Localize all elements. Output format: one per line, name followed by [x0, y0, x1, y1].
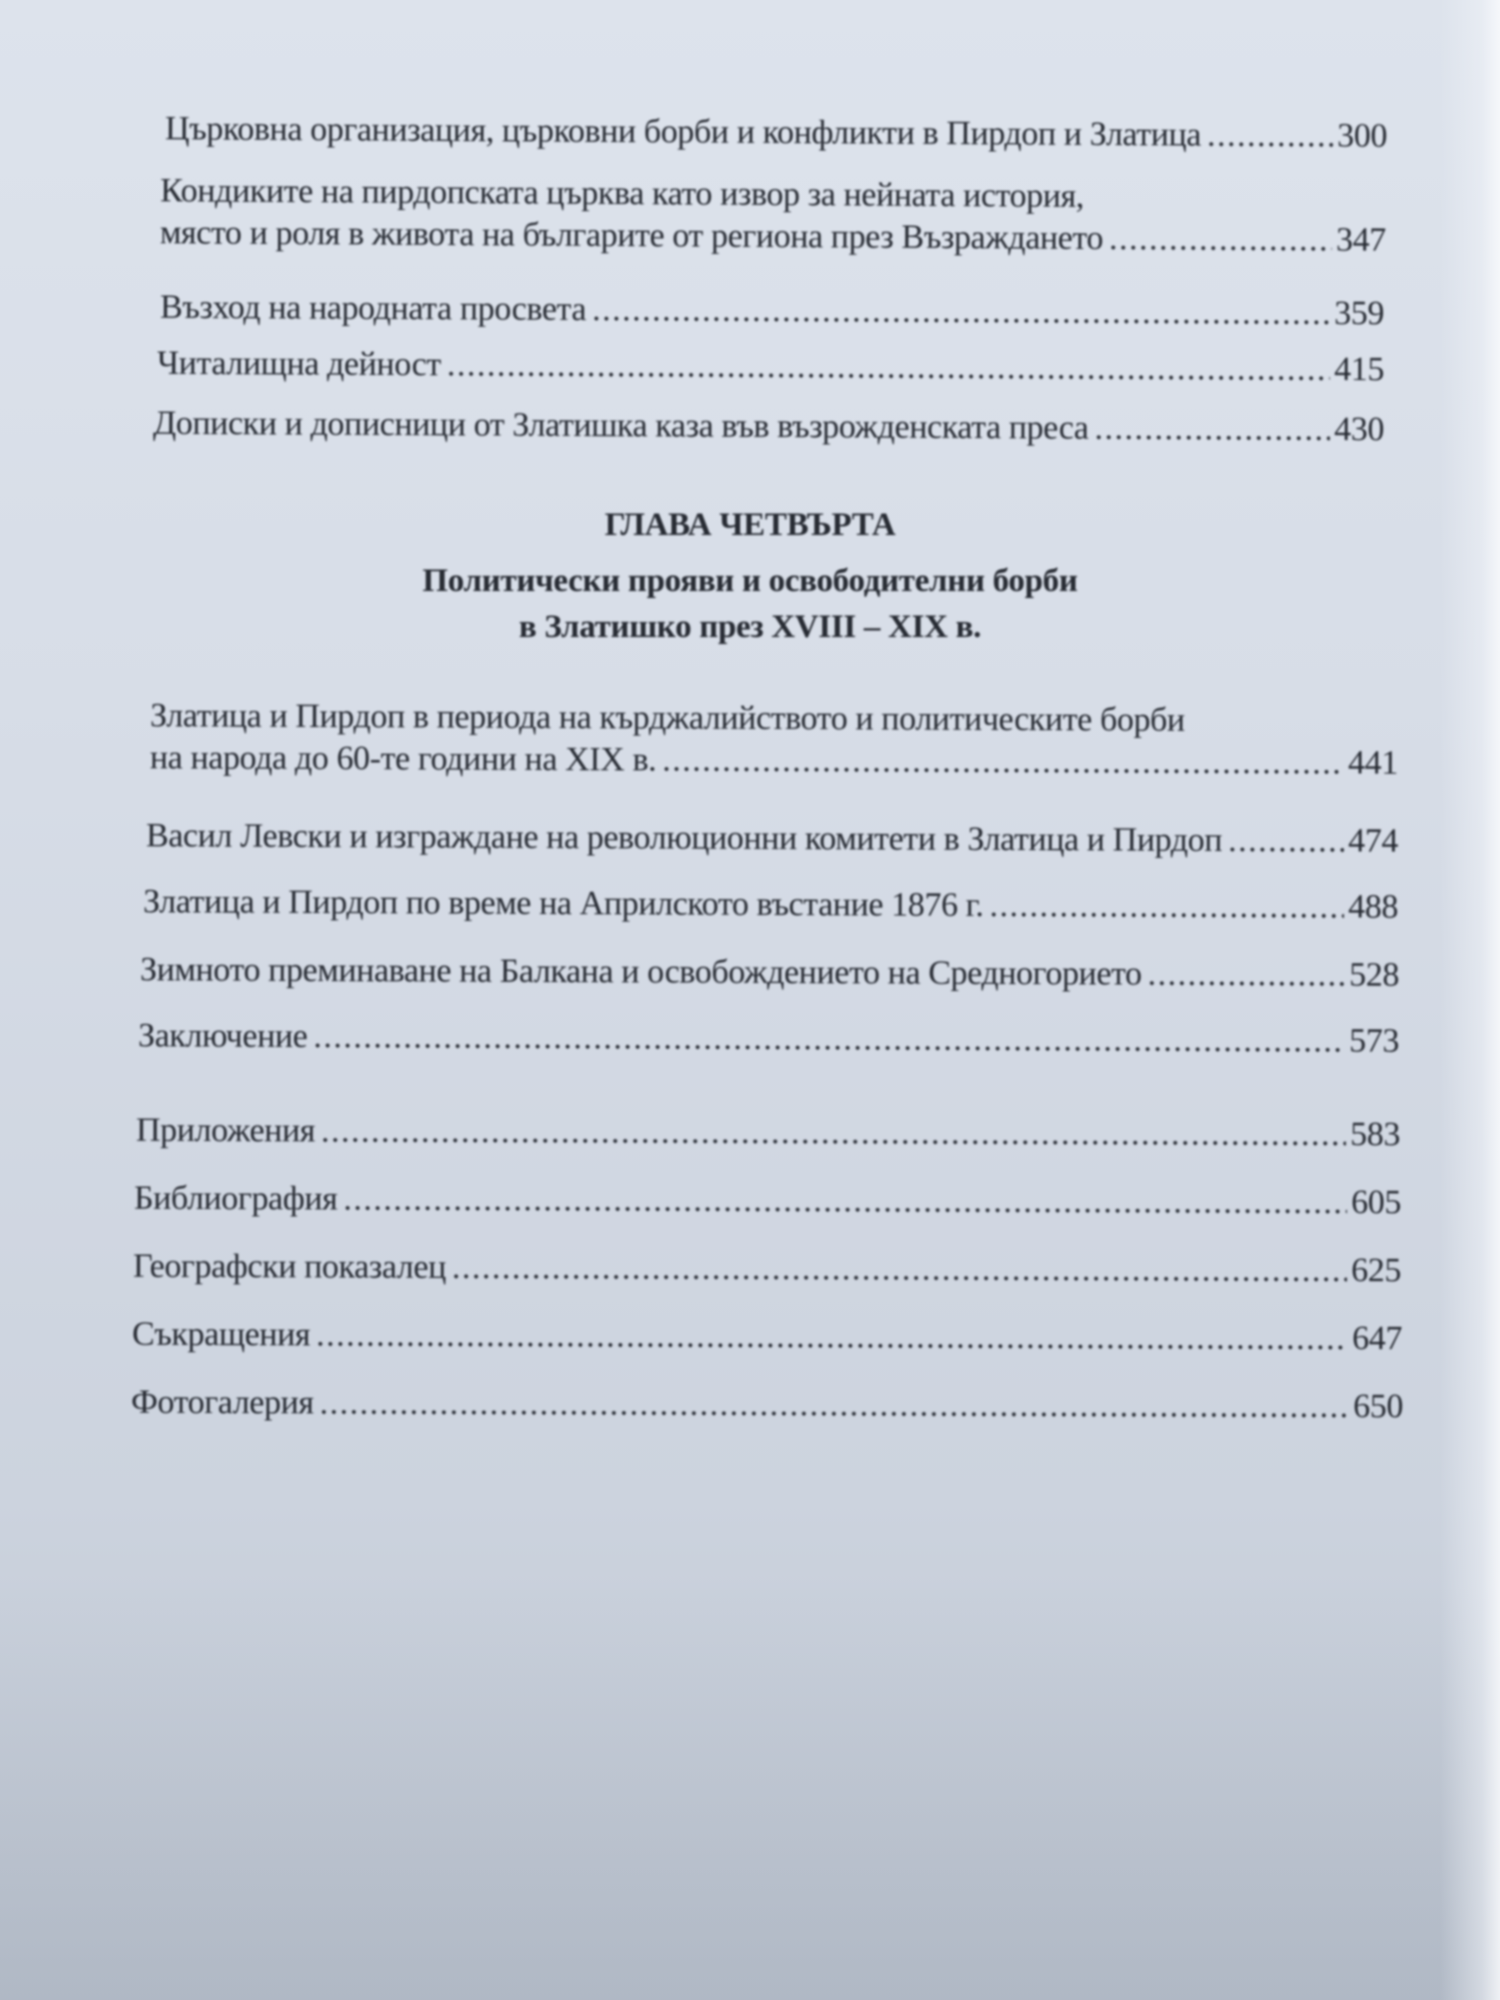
toc-entry-title: Васил Левски и изграждане на революционни комитети в Златица и Пирдоп	[145, 817, 1223, 859]
toc-leader-dots	[320, 1382, 1350, 1428]
toc-entry-page: 605	[1351, 1184, 1402, 1222]
toc-entry	[160, 287, 1384, 335]
toc-entry-page: 359	[1334, 294, 1385, 333]
toc-entry	[140, 949, 1399, 996]
toc-leader-dots	[343, 1179, 1347, 1225]
toc-leader-dots	[1228, 820, 1344, 863]
toc-leader-dots	[1207, 115, 1333, 158]
toc-leader-dots	[316, 1314, 1348, 1360]
toc-entry	[138, 1015, 1399, 1063]
page-edge-highlight	[1440, 0, 1500, 2000]
toc-entry-title: Библиография	[133, 1179, 338, 1218]
toc-entry-page: 300	[1337, 117, 1388, 155]
toc-leader-dots	[313, 1016, 1345, 1063]
toc-entry	[153, 403, 1384, 451]
toc-leader-dots	[592, 289, 1330, 335]
toc-entry	[131, 1382, 1403, 1428]
toc-entry-title: Географски показалец	[132, 1247, 446, 1286]
toc-leader-dots	[662, 740, 1344, 785]
toc-entry-title: Дописки и дописници от Златишка каза във възрожденската преса	[152, 404, 1089, 447]
toc-entry-page: 583	[1350, 1116, 1401, 1154]
toc-leader-dots	[1109, 218, 1332, 261]
toc-entry-title: Съкращения	[131, 1315, 311, 1354]
toc-entry-title-line: Кондиките на пирдопската църква като извор за нейната история,	[160, 172, 1085, 215]
toc-entry-title: Заключение	[137, 1017, 308, 1055]
toc-leader-dots	[452, 1247, 1347, 1292]
toc-entry-title: Приложения	[135, 1111, 316, 1150]
toc-entry-title: Читалищна дейност	[156, 344, 441, 384]
toc-entry-page: 441	[1348, 744, 1398, 782]
toc-entry	[157, 343, 1384, 391]
toc-entry-title: Златица и Пирдоп по време на Априлското въстание 1876 г.	[142, 883, 984, 924]
toc-entry-title: Зимното преминаване на Балкана и освобождението на Средногорието	[139, 951, 1142, 993]
toc-entry	[143, 881, 1398, 928]
toc-entry	[132, 1314, 1402, 1360]
toc-entry-page: 474	[1348, 822, 1399, 860]
chapter-subtitle-line1: Политически прояви и освободителни борби	[422, 563, 1078, 599]
toc-entry-page: 430	[1334, 410, 1385, 449]
chapter-subtitle-line2: в Златишко през XVIII – XIX в.	[518, 609, 982, 645]
toc-entry-page: 347	[1335, 221, 1386, 259]
toc-entry	[150, 695, 1398, 784]
toc-entry-title: Фотогалерия	[130, 1383, 314, 1422]
toc-entry	[165, 108, 1387, 157]
toc-entry-page: 625	[1351, 1252, 1402, 1290]
toc-leader-dots	[447, 344, 1331, 391]
toc-entry	[134, 1178, 1401, 1224]
toc-leader-dots	[321, 1110, 1346, 1156]
toc-entry	[160, 170, 1386, 261]
page-shadow	[0, 1580, 1500, 2000]
toc-entry-title-line: Златица и Пирдоп в периода на кърджалийството и политическите борби	[150, 697, 1185, 739]
toc-entry	[136, 1110, 1400, 1156]
toc-leader-dots	[1094, 408, 1330, 451]
toc-entry-title: Възход на народната просвета	[159, 288, 587, 329]
toc-entry-page: 415	[1334, 350, 1385, 389]
toc-entry-title: място и роля в живота на българите от региона през Възраждането	[159, 214, 1104, 258]
toc-entry-page: 647	[1352, 1320, 1403, 1358]
toc-entry-page: 528	[1349, 956, 1400, 994]
chapter-heading	[300, 502, 1200, 650]
toc-entry-page: 573	[1349, 1022, 1400, 1060]
toc-entry-page: 488	[1348, 888, 1399, 926]
toc-entry	[146, 815, 1398, 862]
toc-leader-dots	[989, 885, 1344, 929]
toc-entry	[133, 1246, 1401, 1292]
chapter-title: ГЛАВА ЧЕТВЪРТА	[604, 507, 896, 543]
toc-entry-title: Църковна организация, църковни борби и конфликти в Пирдоп и Златица	[164, 110, 1202, 154]
toc-entry-page: 650	[1353, 1388, 1404, 1426]
toc-entry-title: на народа до 60-те години на XIX в.	[149, 739, 657, 779]
toc-leader-dots	[1148, 954, 1346, 997]
